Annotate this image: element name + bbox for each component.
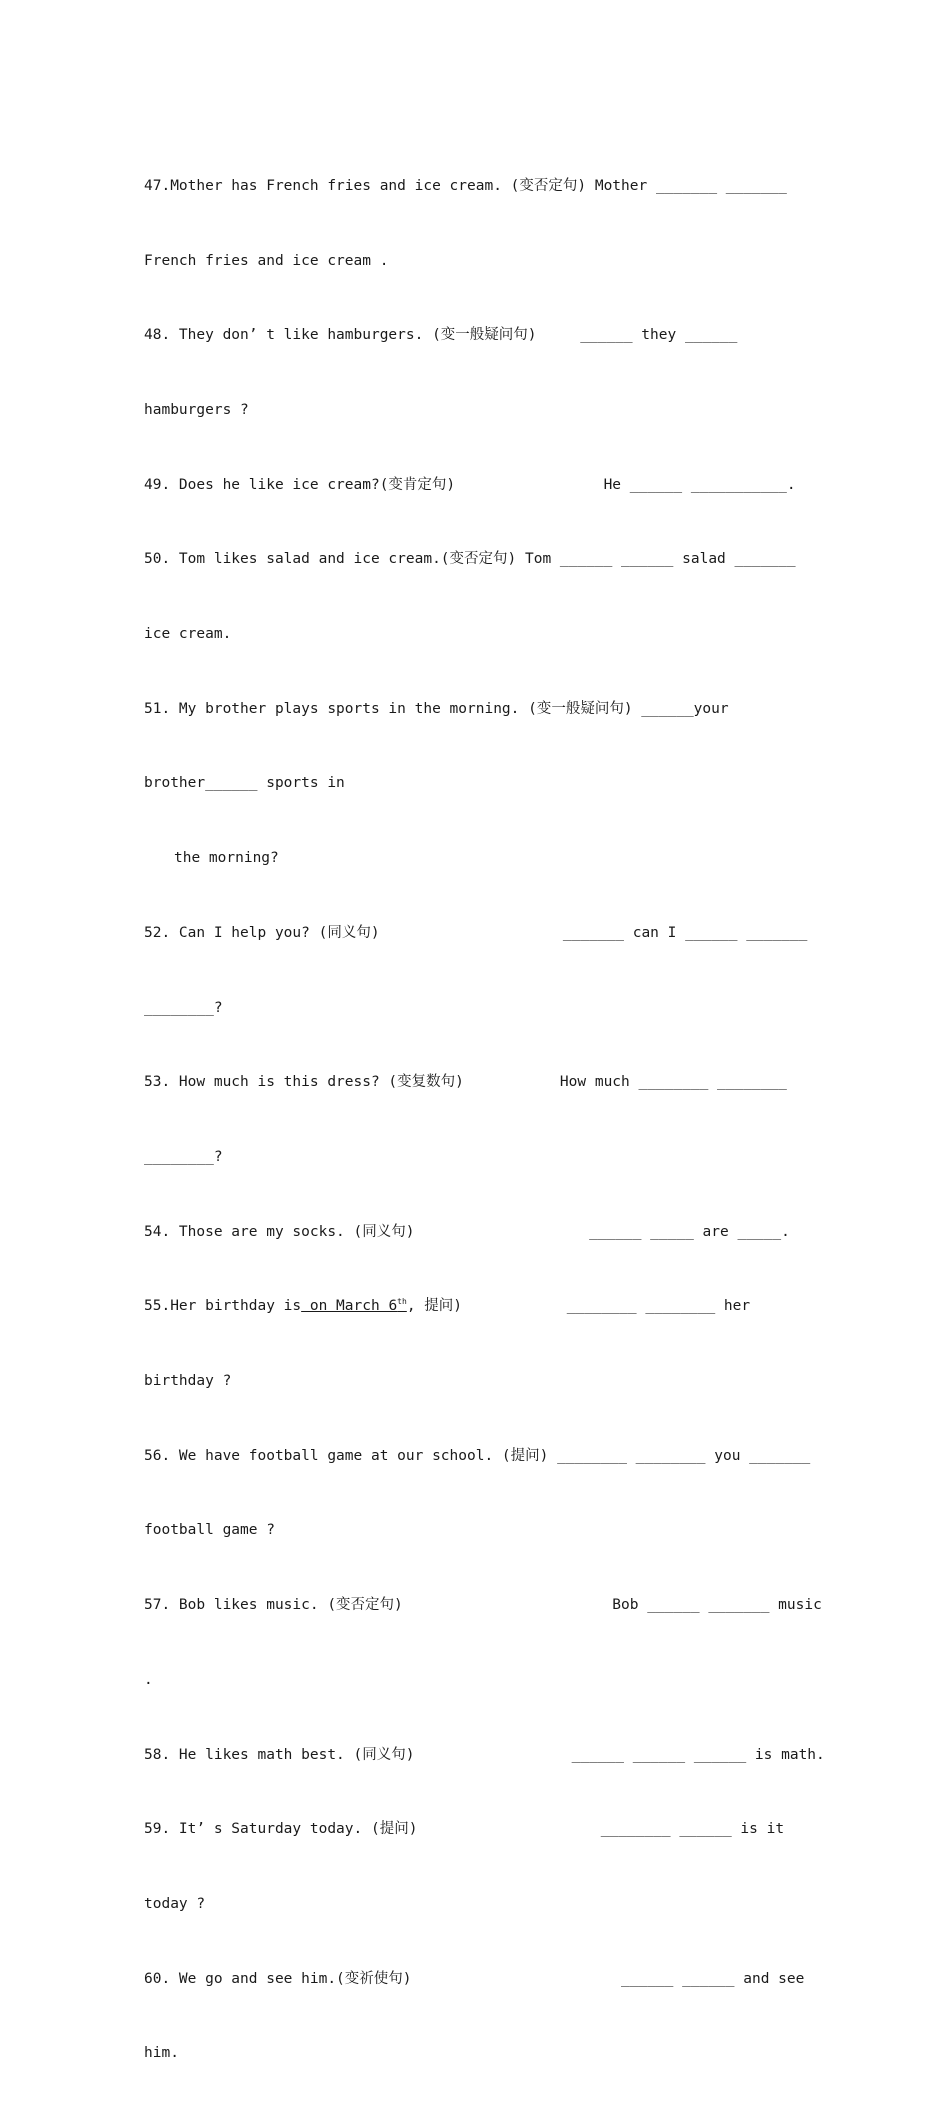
exercise-57-line-1: 57. Bob likes music. (变否定句) Bob ______ _______ music: [144, 1597, 822, 1614]
exercise-56-line-1: 56. We have football game at our school. (提问) ________ ________ you _______: [144, 1447, 811, 1464]
exercise-60-line-2: him.: [144, 2045, 179, 2062]
exercise-55-line-2: birthday ?: [144, 1373, 232, 1390]
exercise-59-line-1: 59. It’ s Saturday today. (提问) ________ ______ is it: [144, 1821, 785, 1838]
exercise-59-line-2: today ?: [144, 1895, 206, 1912]
exercise-48-line-2: hamburgers ?: [144, 401, 249, 418]
exercise-53-line-1: 53. How much is this dress? (变复数句) How much ________ ________: [144, 1074, 787, 1091]
ordinal-suffix: th: [397, 1297, 407, 1307]
exercise-56-line-2: football game ?: [144, 1522, 275, 1539]
exercise-53-line-2: ________?: [144, 1148, 223, 1165]
exercise-47-line-2: French fries and ice cream .: [144, 252, 389, 269]
underlined-date-text: on March 6: [301, 1298, 398, 1315]
exercise-51-line-2: brother______ sports in: [144, 775, 345, 792]
exercise-55-spacer: [462, 1298, 567, 1314]
exercise-51-line-3: the morning?: [174, 850, 279, 867]
exercise-60-line-1: 60. We go and see him.(变祈使句) ______ ______ and see: [144, 1970, 805, 1987]
exercise-54-line-1: 54. Those are my socks. (同义句) ______ _____ are _____.: [144, 1223, 790, 1240]
exercise-52-line-2: ________?: [144, 999, 223, 1016]
exercise-55-instruction: , 提问): [406, 1298, 463, 1315]
exercise-47-line-1: 47.Mother has French fries and ice cream. (变否定句) Mother _______ _______: [144, 177, 787, 194]
exercise-58-line-1: 58. He likes math best. (同义句) ______ ______ ______ is math.: [144, 1746, 825, 1763]
exercise-list: [144, 124, 825, 2116]
exercise-48-line-1: 48. They don’ t like hamburgers. (变一般疑问句) ______ they ______: [144, 327, 738, 344]
exercise-50-line-2: ice cream.: [144, 626, 232, 643]
exercise-57-line-2: .: [144, 1671, 153, 1688]
exercise-51-line-1: 51. My brother plays sports in the morning. (变一般疑问句) ______your: [144, 700, 729, 717]
exercise-52-line-1: 52. Can I help you? (同义句) _______ can I ______ _______: [144, 924, 808, 941]
exercise-55-answer: ________ ________ her: [566, 1298, 751, 1315]
exercise-55-line-1: [144, 1294, 812, 1319]
exercise-50-line-1: 50. Tom likes salad and ice cream.(变否定句) Tom ______ ______ salad _______: [144, 551, 796, 568]
underlined-date: [301, 1298, 407, 1314]
exercise-55-prefix: 55.Her birthday is: [144, 1298, 302, 1315]
exercise-49-line-1: 49. Does he like ice cream?(变肯定句) He ______ ___________.: [144, 476, 796, 493]
